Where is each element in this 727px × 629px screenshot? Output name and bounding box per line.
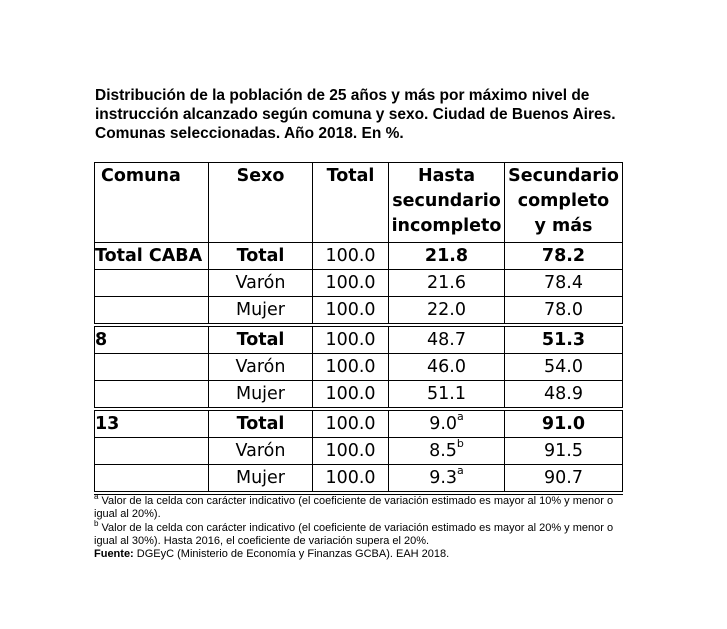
sexo-cell: Varón: [209, 354, 313, 381]
source-note: Fuente: DGEyC (Ministerio de Economía y Finanzas GCBA). EAH 2018.: [94, 548, 450, 561]
header-sec-line1: Secundario: [508, 166, 619, 186]
total-cell: 100.0: [313, 270, 389, 297]
hasta-cell: 51.1: [389, 381, 505, 410]
secundario-cell: 51.3: [505, 325, 623, 354]
footnote-a: $^a$ Valor de la celda con carácter indicativo (el coeficiente de variación estimado es mayor al 10% y menor o igual al 20%).: [94, 492, 614, 521]
secundario-cell: 91.0: [505, 409, 623, 438]
comuna-cell: 13: [95, 409, 209, 438]
comuna-cell: [95, 354, 209, 381]
secundario-cell: 78.4: [505, 270, 623, 297]
sexo-cell: Total: [209, 325, 313, 354]
comuna-cell: 8: [95, 325, 209, 354]
total-cell: 100.0: [313, 325, 389, 354]
table-row: [95, 438, 623, 465]
data-table: [94, 162, 623, 495]
total-cell: 100.0: [313, 354, 389, 381]
header-total: Total: [313, 163, 389, 243]
comuna-cell: [95, 465, 209, 494]
hasta-cell: 21.8: [389, 243, 505, 270]
hasta-cell: 8.5$^b$: [389, 438, 505, 465]
header-sexo: Sexo: [209, 163, 313, 243]
hasta-cell: 21.6: [389, 270, 505, 297]
table-row: [95, 243, 623, 270]
hasta-cell: 9.3$^a$: [389, 465, 505, 494]
sexo-cell: Varón: [209, 438, 313, 465]
hasta-cell: 9.0$^a$: [389, 409, 505, 438]
header-sec-line2: completo: [517, 191, 610, 211]
total-cell: 100.0: [313, 297, 389, 326]
secundario-cell: 91.5: [505, 438, 623, 465]
hasta-cell: 48.7: [389, 325, 505, 354]
comuna-cell: [95, 381, 209, 410]
hasta-cell: 46.0: [389, 354, 505, 381]
comuna-cell: [95, 270, 209, 297]
table-row: [95, 381, 623, 410]
total-cell: 100.0: [313, 243, 389, 270]
table-row: [95, 325, 623, 354]
table-row: [95, 297, 623, 326]
header-hasta-line3: incompleto: [391, 216, 502, 236]
table-row: [95, 409, 623, 438]
header-sec-line3: y más: [534, 216, 593, 236]
secundario-cell: 48.9: [505, 381, 623, 410]
total-cell: 100.0: [313, 438, 389, 465]
secundario-cell: 54.0: [505, 354, 623, 381]
sexo-cell: Total: [209, 243, 313, 270]
header-row: [95, 163, 623, 243]
sexo-cell: Mujer: [209, 465, 313, 494]
header-hasta-line2: secundario: [392, 191, 501, 211]
comuna-cell: [95, 438, 209, 465]
secundario-cell: 78.2: [505, 243, 623, 270]
total-cell: 100.0: [313, 409, 389, 438]
total-cell: 100.0: [313, 381, 389, 410]
comuna-cell: [95, 297, 209, 326]
header-hasta-secundario-incompleto: [389, 163, 505, 243]
header-secundario-completo: [505, 163, 623, 243]
hasta-cell: 22.0: [389, 297, 505, 326]
table-row: [95, 354, 623, 381]
table-row: [95, 270, 623, 297]
header-comuna: Comuna: [95, 163, 209, 243]
footnotes: [94, 492, 614, 561]
secundario-cell: 90.7: [505, 465, 623, 494]
total-cell: 100.0: [313, 465, 389, 494]
sexo-cell: Total: [209, 409, 313, 438]
sexo-cell: Mujer: [209, 297, 313, 326]
table-title: Distribución de la población de 25 años y más por máximo nivel de instrucción alcanzado según comuna y sexo. Ciudad de Buenos Aires. Comunas seleccionadas. Año 2018. En %.: [95, 87, 616, 142]
header-hasta-line1: Hasta: [417, 166, 476, 186]
secundario-cell: 78.0: [505, 297, 623, 326]
comuna-cell: Total CABA: [95, 243, 209, 270]
table-row: [95, 465, 623, 494]
sexo-cell: Varón: [209, 270, 313, 297]
sexo-cell: Mujer: [209, 381, 313, 410]
footnote-b: $^b$ Valor de la celda con carácter indicativo (el coeficiente de variación estimado es mayor al 20% y menor o igual al 30%). Hasta 2016, el coeficiente de variación supera el 20%.: [94, 518, 614, 547]
